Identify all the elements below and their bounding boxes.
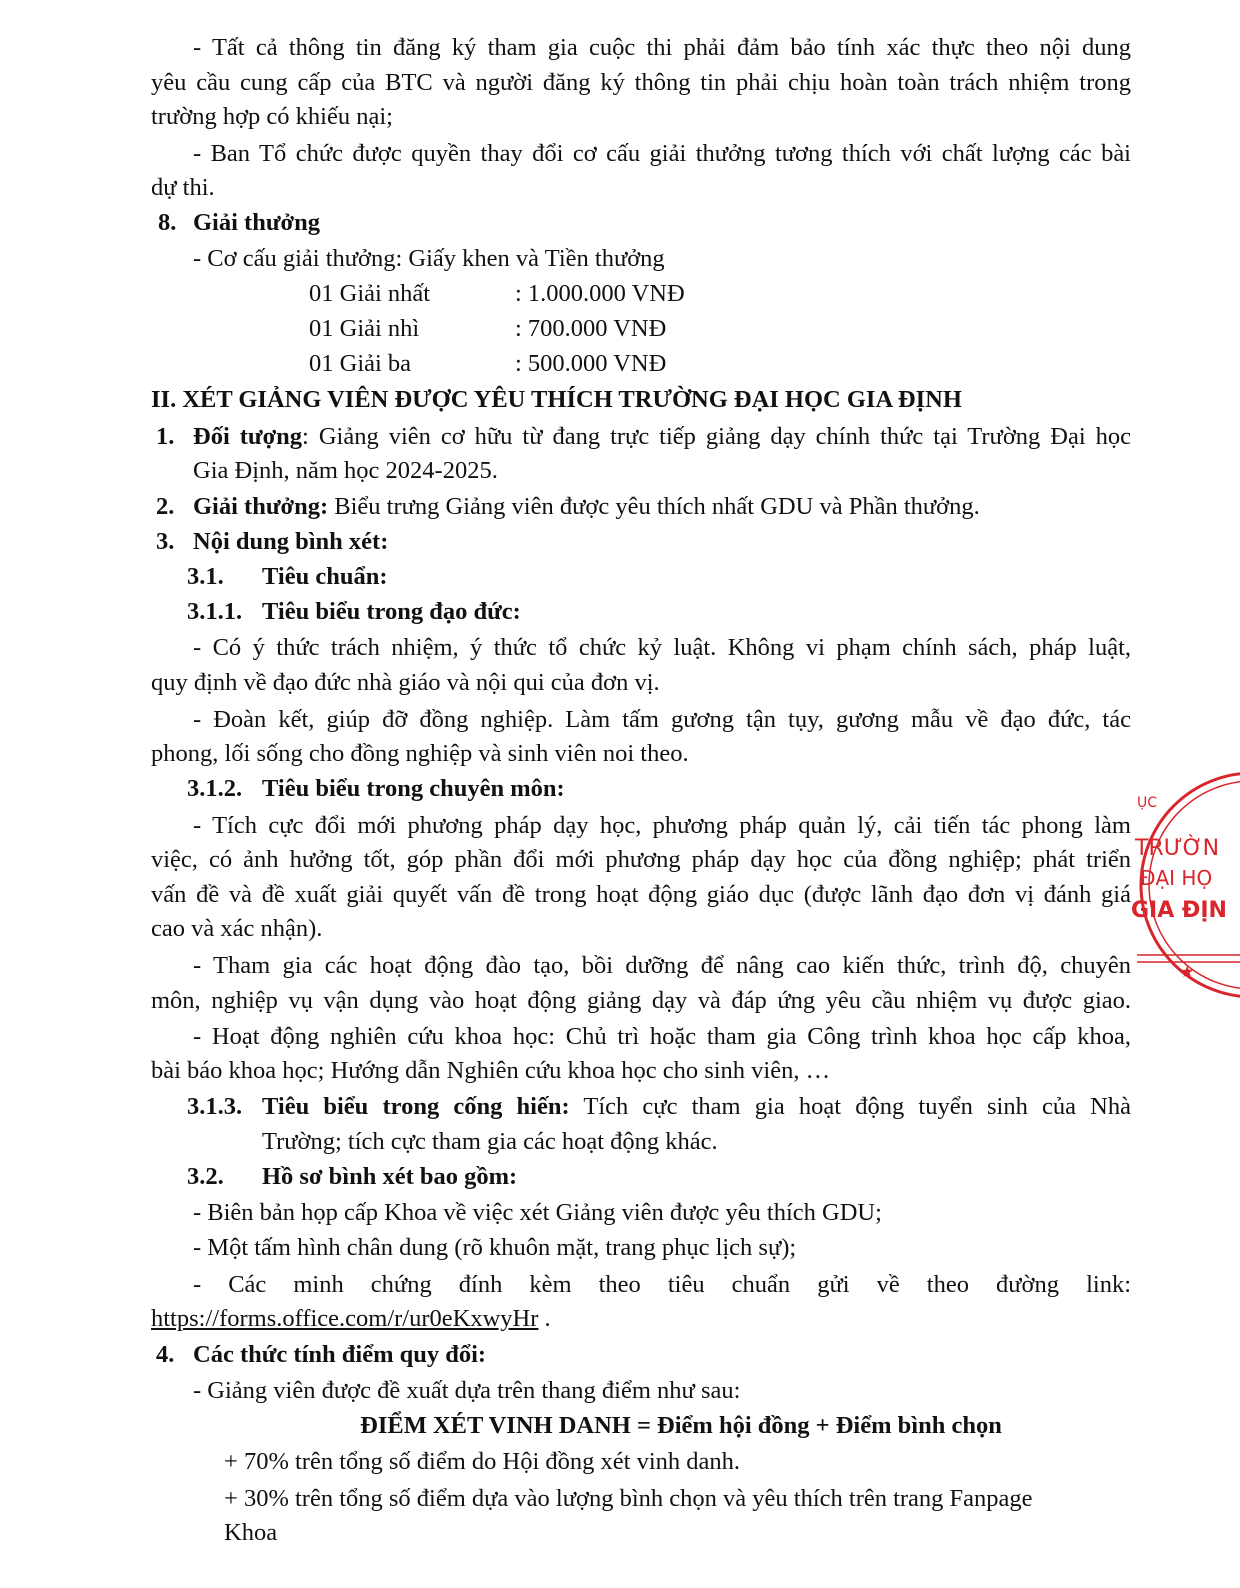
subsection-3-1-2	[0, 772, 1131, 806]
stamp-text: ĐẠI HỌ	[1140, 866, 1213, 890]
item-text: Biểu trưng Giảng viên được yêu thích nhất GDU và Phần thưởng.	[328, 493, 980, 520]
item-1-continuation: Gia Định, năm học 2024-2025.	[193, 457, 498, 484]
item-number: 4.	[156, 1341, 175, 1368]
subsection-number: 3.1.3.	[187, 1093, 243, 1120]
paragraph-line: - Có ý thức trách nhiệm, ý thức tổ chức kỷ luật. Không vi phạm chính sách, pháp luật,	[193, 634, 1131, 661]
subsection-3-1-1	[0, 595, 1131, 629]
paragraph-line: yêu cầu cung cấp của BTC và người đăng ký thông tin phải chịu hoàn toàn trách nhiệm trong	[151, 69, 1131, 96]
paragraph-line: phong, lối sống cho đồng nghiệp và sinh viên noi theo.	[151, 740, 689, 767]
paragraph-line: việc, có ảnh hưởng tốt, góp phần đổi mới phương pháp dạy học của đồng nghiệp; phát triển	[151, 846, 1131, 873]
section-8-heading	[151, 206, 1131, 240]
score-line: + 30% trên tổng số điểm dựa vào lượng bình chọn và yêu thích trên trang Fanpage	[224, 1485, 1033, 1512]
prize-name: 01 Giải nhất	[309, 280, 431, 307]
paragraph-line: cao và xác nhận).	[151, 915, 323, 942]
subsection-title: Tiêu biểu trong đạo đức:	[262, 598, 521, 625]
prize-structure: - Cơ cấu giải thưởng: Giấy khen và Tiền thưởng	[193, 245, 665, 272]
subsection-title: Tiêu biểu trong cống hiến:	[262, 1093, 570, 1120]
item-1	[0, 420, 1131, 454]
subsection-title: Hồ sơ bình xét bao gồm:	[262, 1163, 518, 1190]
prize-row	[0, 312, 1240, 346]
paragraph-line: - Tất cả thông tin đăng ký tham gia cuộc thi phải đảm bảo tính xác thực theo nội dung	[193, 34, 1131, 61]
subsection-number: 3.2.	[187, 1163, 224, 1190]
subsection-3-2	[0, 1160, 1131, 1194]
stamp-star-icon: ★	[1180, 962, 1195, 981]
score-line: Khoa	[224, 1519, 278, 1546]
item-label: Giải thưởng:	[193, 493, 329, 520]
stamp-text: ỤC	[1137, 795, 1158, 811]
prize-amount: : 700.000 VNĐ	[515, 315, 667, 342]
paragraph-line: quy định về đạo đức nhà giáo và nội qui của đơn vị.	[151, 669, 660, 696]
link-line	[151, 1302, 1131, 1336]
university-seal-stamp	[1125, 765, 1240, 1005]
prize-row	[0, 347, 1240, 381]
link-suffix: .	[538, 1305, 551, 1332]
paragraph-line: dự thi.	[151, 174, 215, 201]
item-2	[0, 490, 1131, 524]
paragraph-line: - Tích cực đổi mới phương pháp dạy học, phương pháp quản lý, cải tiến tác phong làm	[193, 812, 1131, 839]
paragraph-line: - Ban Tổ chức được quyền thay đổi cơ cấu giải thưởng tương thích với chất lượng các bài	[193, 140, 1131, 167]
item-4-intro: - Giảng viên được đề xuất dựa trên thang điểm như sau:	[193, 1377, 741, 1404]
item-label: Các thức tính điểm quy đổi:	[193, 1341, 487, 1368]
list-item: - Một tấm hình chân dung (rõ khuôn mặt, trang phục lịch sự);	[193, 1234, 797, 1261]
prize-row	[0, 277, 1240, 311]
paragraph-line: trường hợp có khiếu nại;	[151, 103, 393, 130]
prize-amount: : 1.000.000 VNĐ	[515, 280, 685, 307]
item-text: : Giảng viên cơ hữu từ đang trực tiếp giảng dạy chính thức tại Trường Đại học	[302, 423, 1131, 450]
paragraph-line: bài báo khoa học; Hướng dẫn Nghiên cứu khoa học cho sinh viên, …	[151, 1057, 831, 1084]
paragraph-line: - Đoàn kết, giúp đỡ đồng nghiệp. Làm tấm gương tận tụy, gương mẫu về đạo đức, tác	[193, 706, 1131, 733]
prize-name: 01 Giải ba	[309, 350, 412, 377]
score-formula: ĐIỂM XÉT VINH DANH = Điểm hội đồng + Điểm bình chọn	[360, 1412, 1002, 1439]
stamp-text: TRƯỜN	[1135, 836, 1220, 861]
subsection-3-1	[0, 560, 1131, 594]
item-number: 1.	[156, 423, 175, 450]
evidence-link[interactable]: https://forms.office.com/r/ur0eKxwyHr	[151, 1305, 539, 1332]
list-item: - Biên bản họp cấp Khoa về việc xét Giảng viên được yêu thích GDU;	[193, 1199, 882, 1226]
paragraph-line: vấn đề và đề xuất giải quyết vấn đề trong hoạt động giáo dục (được lãnh đạo đơn vị đánh giá	[151, 881, 1131, 908]
item-4	[0, 1338, 1131, 1372]
subsection-title: Tiêu biểu trong chuyên môn:	[262, 775, 565, 802]
score-line: + 70% trên tổng số điểm do Hội đồng xét vinh danh.	[224, 1448, 741, 1475]
item-3	[0, 525, 1131, 559]
paragraph-line: môn, nghiệp vụ vận dụng vào hoạt động giảng dạy và đáp ứng yêu cầu nhiệm vụ được giao.	[151, 987, 1131, 1014]
subsection-number: 3.1.2.	[187, 775, 243, 802]
subsection-text: Tích cực tham gia hoạt động tuyển sinh của Nhà	[569, 1093, 1131, 1120]
subsection-number: 3.1.1.	[187, 598, 243, 625]
paragraph-line: - Tham gia các hoạt động đào tạo, bồi dưỡng để nâng cao kiến thức, trình độ, chuyên	[193, 952, 1131, 979]
section-ii-heading: II. XÉT GIẢNG VIÊN ĐƯỢC YÊU THÍCH TRƯỜNG ĐẠI HỌC GIA ĐỊNH	[151, 386, 962, 413]
item-label: Đối tượng	[193, 423, 303, 450]
subsection-title: Tiêu chuẩn:	[262, 563, 388, 590]
section-number: 8.	[158, 209, 177, 236]
item-number: 2.	[156, 493, 175, 520]
subsection-continuation: Trường; tích cực tham gia các hoạt động khác.	[262, 1128, 718, 1155]
paragraph-line: - Hoạt động nghiên cứu khoa học: Chủ trì hoặc tham gia Công trình khoa học cấp khoa,	[193, 1023, 1131, 1050]
prize-amount: : 500.000 VNĐ	[515, 350, 667, 377]
section-title: Giải thưởng	[193, 209, 320, 236]
item-label: Nội dung bình xét:	[193, 528, 389, 555]
stamp-text: GIA ĐỊN	[1131, 898, 1227, 923]
item-number: 3.	[156, 528, 175, 555]
prize-name: 01 Giải nhì	[309, 315, 420, 342]
list-item: - Các minh chứng đính kèm theo tiêu chuẩn gửi về theo đường link:	[193, 1271, 1131, 1298]
subsection-3-1-3	[0, 1090, 1131, 1124]
subsection-number: 3.1.	[187, 563, 224, 590]
